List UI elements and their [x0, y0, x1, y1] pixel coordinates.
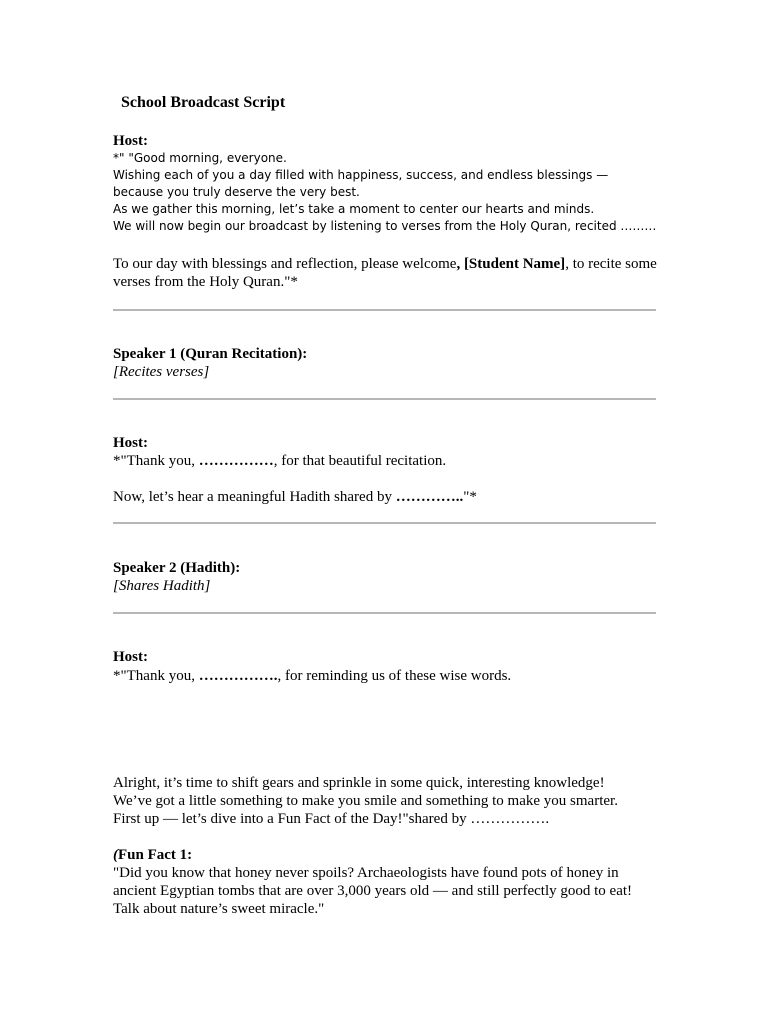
host2-text: , for that beautiful recitation.	[273, 453, 447, 469]
speaker1-label: Speaker 1 (Quran Recitation):	[113, 346, 308, 362]
host-label-2: Host:	[113, 435, 148, 451]
host2-text: Now, let’s hear a meaningful Hadith shared by	[113, 489, 396, 505]
intro-line: *" "Good morning, everyone.	[113, 151, 287, 165]
fun-fact-title: Fun Fact 1:	[118, 847, 193, 863]
speaker2-note: [Shares Hadith]	[113, 578, 211, 594]
fun-fact-paren: (	[113, 847, 118, 863]
intro-line: We will now begin our broadcast by listening to verses from the Holy Quran, recited ………	[113, 219, 657, 233]
transition-paragraph	[113, 774, 658, 828]
section-divider	[113, 398, 656, 400]
host2-text: "*	[463, 489, 477, 505]
intro-line: As we gather this morning, let’s take a moment to center our hearts and minds.	[113, 202, 595, 216]
speaker1-note: [Recites verses]	[113, 364, 210, 380]
section-divider	[113, 522, 656, 524]
host2-line2	[113, 488, 658, 506]
host-label-3: Host:	[113, 649, 148, 665]
host2-line1	[113, 452, 658, 470]
host-label-intro: Host:	[113, 133, 148, 149]
fun-fact-text: "Did you know that honey never spoils? Archaeologists have found pots of honey in ancient Egyptian tombs that are over 3,000 years old — and still perfectly good to eat! Talk about nature’s sweet miracle."	[113, 865, 633, 917]
name-blank: …………..	[395, 489, 464, 505]
host3-text: *"Thank you,	[113, 668, 199, 684]
intro-line: Wishing each of you a day filled with happiness, success, and endless blessings — because you truly deserve the very best.	[113, 168, 609, 199]
transition-line: First up — let’s dive into a Fun Fact of the Day!"shared by …………….	[113, 811, 550, 827]
host2-text: *"Thank you,	[113, 453, 199, 469]
transition-line: Alright, it’s time to shift gears and sprinkle in some quick, interesting knowledge!	[113, 775, 605, 791]
host3-line	[113, 667, 658, 685]
section-divider	[113, 309, 656, 311]
transition-line: We’ve got a little something to make you smile and something to make you smarter.	[113, 793, 618, 809]
intro-paragraph	[113, 150, 658, 235]
name-blank: ……………	[198, 453, 274, 469]
host3-text: , for reminding us of these wise words.	[277, 668, 512, 684]
name-blank: …………….	[198, 668, 278, 684]
welcome-text: To our day with blessings and reflection, please welcome	[113, 256, 457, 272]
section-divider	[113, 612, 656, 614]
welcome-paragraph	[113, 255, 658, 291]
fun-fact-label	[113, 846, 658, 864]
welcome-text-end: , to recite some verses from the Holy Quran."*	[113, 256, 657, 290]
speaker2-label: Speaker 2 (Hadith):	[113, 560, 241, 576]
document-title: School Broadcast Script	[121, 94, 286, 111]
student-name-placeholder: , [Student Name]	[456, 256, 566, 272]
